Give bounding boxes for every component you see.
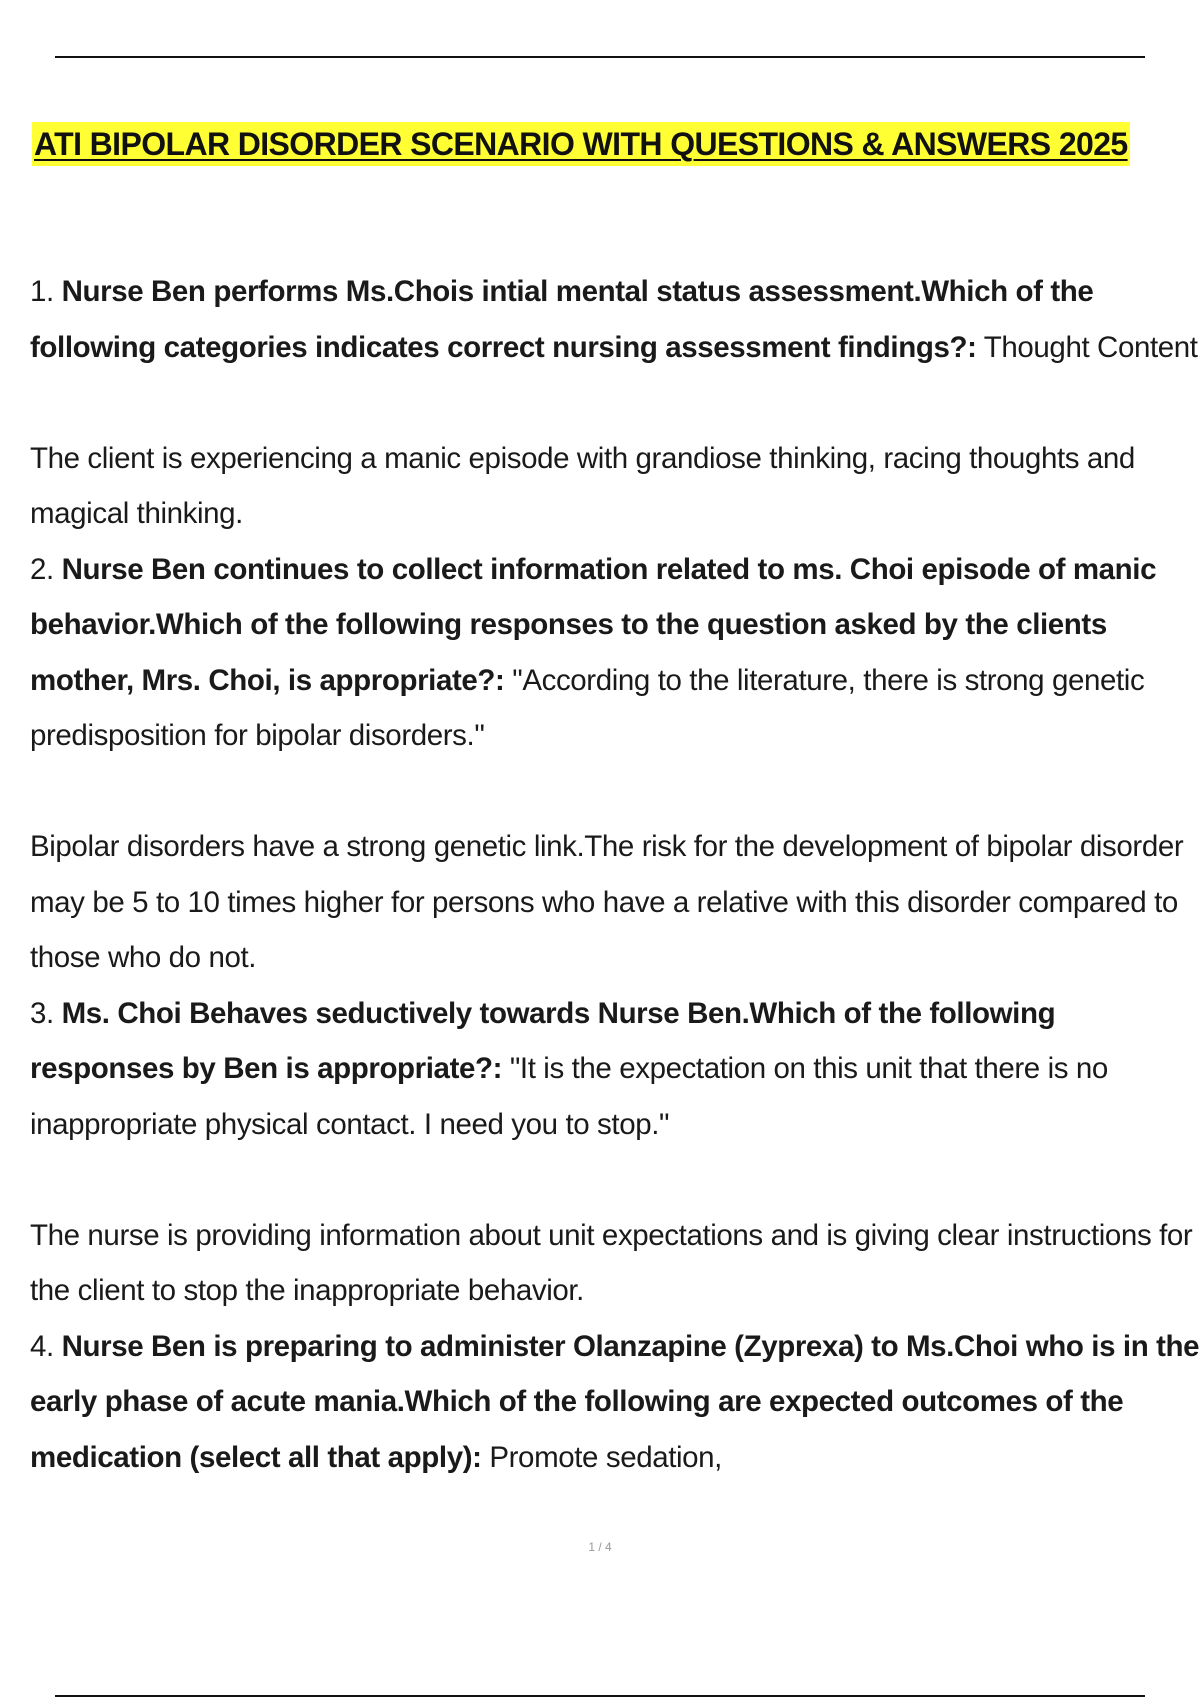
- answer-text: "According to the literature, there is strong genetic predisposition for bipolar disorders.": [30, 663, 1145, 752]
- bottom-rule: [55, 1695, 1145, 1697]
- question-number: 4.: [30, 1329, 54, 1363]
- question-number: 3.: [30, 996, 54, 1030]
- page-number: 1 / 4: [588, 1540, 612, 1554]
- question-text: Nurse Ben is preparing to administer Olanzapine (Zyprexa) to Ms.Choi who is in the early phase of acute mania.Which of the following are expected outcomes of the medication (select all that apply):: [30, 1329, 1200, 1474]
- question-3: [30, 986, 1200, 1153]
- rationale-2: Bipolar disorders have a strong genetic link.The risk for the development of bipolar disorder may be 5 to 10 times higher for persons who have a relative with this disorder compared to those who do not.: [30, 830, 1184, 974]
- question-1: [30, 264, 1200, 375]
- top-rule: [55, 56, 1145, 58]
- question-number: 2.: [30, 552, 54, 586]
- question-4: [30, 1319, 1200, 1486]
- question-number: 1.: [30, 275, 54, 308]
- question-text: Nurse Ben continues to collect information related to ms. Choi episode of manic behavior.Which of the following responses to the question asked by the clients mother, Mrs. Choi, is appropriate?:: [30, 552, 1157, 697]
- answer-text: "It is the expectation on this unit that there is no inappropriate physical contact. I need you to stop.": [30, 1052, 1108, 1141]
- question-text: Ms. Choi Behaves seductively towards Nurse Ben.Which of the following responses by Ben is appropriate?:: [30, 996, 1056, 1085]
- rationale-3: The nurse is providing information about unit expectations and is giving clear instructions for the client to stop the inappropriate behavior.: [30, 1218, 1193, 1307]
- document-body: [30, 264, 1200, 1485]
- answer-text: Promote sedation,: [489, 1440, 722, 1474]
- document-title: ATI BIPOLAR DISORDER SCENARIO WITH QUESTIONS & ANSWERS 2025: [32, 122, 1130, 166]
- question-text: Nurse Ben performs Ms.Chois intial mental status assessment.Which of the following categories indicates correct nursing assessment findings?:: [30, 275, 1094, 364]
- question-2: [30, 542, 1200, 764]
- rationale-1: The client is experiencing a manic episode with grandiose thinking, racing thoughts and magical thinking.: [30, 441, 1135, 530]
- answer-text: Thought Content: [983, 330, 1198, 364]
